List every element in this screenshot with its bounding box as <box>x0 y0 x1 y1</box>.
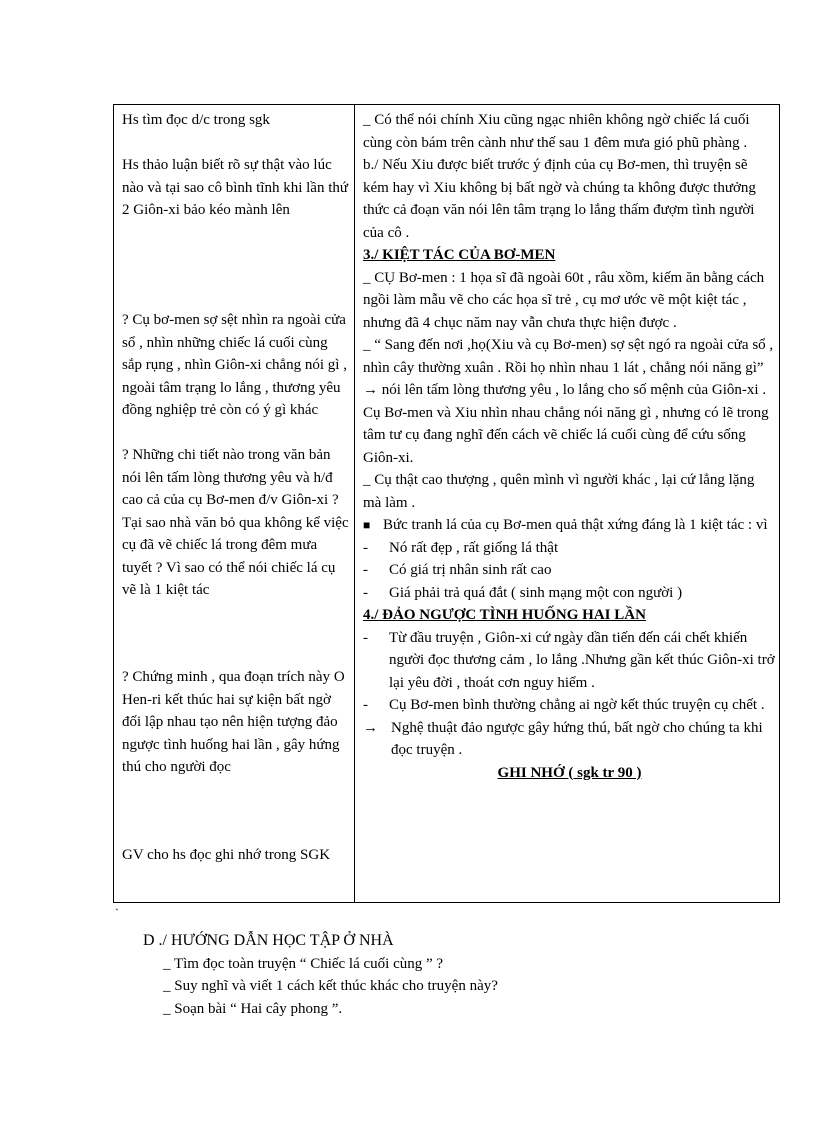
left-para-5: ? Chứng minh , qua đoạn trích này O Hen-ri kết thúc hai sự kiện bất ngờ đối lập nhau tạo nên hiện tượng đảo ngược tình huống hai lần , gây hứng thú cho người đọc <box>122 669 345 775</box>
section-heading-4: 4./ ĐẢO NGƯỢC TÌNH HUỐNG HAI LẦN <box>363 607 646 623</box>
stray-tick-mark: ` <box>115 906 119 920</box>
right-para-4: _ “ Sang đến nơi ,họ(Xiu và cụ Bơ-men) sợ sệt ngó ra ngoài cửa sổ , nhìn cây thường xuân . Rồi họ nhìn nhau 1 lát , chẳng nói năng gì” → nói lên tấm lòng thương yêu , lo lắng cho số mệnh của Giôn-xi . Cụ Bơ-men và Xiu nhìn nhau chẳng nói năng gì , nhưng có lẽ trong tâm tư cụ đang nghĩ đến cách vẽ chiếc lá cuối cùng để cứu sống Giôn-xi. <box>363 337 774 466</box>
arrow-right-icon: → <box>363 719 378 736</box>
dash-bullet-icon: - <box>363 697 368 713</box>
dash-bullet-icon: - <box>363 562 368 578</box>
list-item <box>363 559 776 582</box>
left-para-4: ? Những chi tiết nào trong văn bản nói lên tấm lòng thương yêu và h/đ cao cả của cụ Bơ-men đ/v Giôn-xi ? Tại sao nhà văn bỏ qua không kể việc cụ đã vẽ chiếc lá trong đêm mưa tuyết ? Vì sao có thể nói chiếc lá cụ vẽ là 1 kiệt tác <box>122 447 349 598</box>
left-para-1: Hs tìm đọc d/c trong sgk <box>122 112 270 128</box>
right-para-5: _ Cụ thật cao thượng , quên mình vì người khác , lại cứ lẳng lặng mà làm . <box>363 472 755 511</box>
right-para-3: _ CỤ Bơ-men : 1 họa sĩ đã ngoài 60t , râu xồm, kiếm ăn bằng cách ngồi làm mẫu vẽ cho các họa sĩ trẻ , cụ mơ ước vẽ một kiệt tác , nhưng đã 4 chục năm nay vẫn chưa thực hiện được . <box>363 269 765 331</box>
column-divider <box>354 105 355 902</box>
dash-bullet-icon: - <box>363 584 368 601</box>
ghi-nho-heading: GHI NHỚ ( sgk tr 90 ) <box>497 764 642 781</box>
homework-item: _ Soạn bài “ Hai cây phong ”. <box>163 1000 343 1017</box>
left-para-6: GV cho hs đọc ghi nhớ trong SGK <box>122 847 331 863</box>
square-bullet-item <box>363 514 776 537</box>
homework-item: _ Suy nghĩ và viết 1 cách kết thúc khác cho truyện này? <box>163 978 498 994</box>
right-para-1: _ Có thể nói chính Xiu cũng ngạc nhiên không ngờ chiếc lá cuối cùng còn bám trên cành như thế sau 1 đêm mưa gió phũ phàng . <box>363 112 750 151</box>
list-item-text: Cụ Bơ-men bình thường chẳng ai ngờ kết thúc truyện cụ chết . <box>389 697 765 713</box>
list-item-text: Có giá trị nhân sinh rất cao <box>389 562 552 578</box>
right-para-2: b./ Nếu Xiu được biết trước ý định của cụ Bơ-men, thì truyện sẽ kém hay vì Xiu không bị bất ngờ và chúng ta không được thưởng thức cả đoạn văn nói lên tâm trạng lo lắng thấm đượm tình người của cô . <box>363 157 756 241</box>
list-item-text: Giá phải trả quá đắt ( sinh mạng một con người ) <box>389 584 683 601</box>
dash-bullet-icon: - <box>363 629 368 646</box>
list-item <box>363 694 776 717</box>
dash-bullet-icon: - <box>363 539 368 556</box>
left-para-2: Hs thảo luận biết rõ sự thật vào lúc nào và tại sao cô bình tĩnh khi lần thứ 2 Giôn-xi bảo kéo mành lên <box>122 157 349 218</box>
lesson-table <box>113 104 780 903</box>
list-item <box>363 582 776 605</box>
square-bullet-text: Bức tranh lá của cụ Bơ-men quả thật xứng đáng là 1 kiệt tác : vì <box>383 517 768 533</box>
arrow-conclusion-text: Nghệ thuật đảo ngược gây hứng thú, bất ngờ cho chúng ta khi đọc truyện . <box>391 719 763 758</box>
homework-item: _ Tìm đọc toàn truyện “ Chiếc lá cuối cùng ” ? <box>163 955 444 972</box>
square-bullet-icon: ■ <box>363 518 371 532</box>
list-item <box>363 627 776 695</box>
list-item-text: Từ đầu truyện , Giôn-xi cứ ngày dần tiến đến cái chết khiến người đọc thương cảm , lo lắng .Nhưng gần kết thúc Giôn-xi trở lại yêu đời , thoát cơn nguy hiểm . <box>389 629 775 691</box>
list-item-text: Nó rất đẹp , rất giống lá thật <box>389 539 559 556</box>
right-column <box>363 109 776 784</box>
list-item <box>363 537 776 560</box>
homework-title: D ./ HƯỚNG DẪN HỌC TẬP Ở NHÀ <box>143 932 394 949</box>
left-para-3: ? Cụ bơ-men sợ sệt nhìn ra ngoài cửa sổ , nhìn những chiếc lá cuối cùng sắp rụng , nhìn Giôn-xi chẳng nói gì , ngoài tâm trạng lo lắng , thương yêu đồng nghiệp trẻ còn có ý gì khác <box>122 312 347 418</box>
homework-section <box>143 930 703 1020</box>
arrow-conclusion <box>363 717 776 762</box>
section-heading-3: 3./ KIỆT TÁC CỦA BƠ-MEN <box>363 247 556 263</box>
